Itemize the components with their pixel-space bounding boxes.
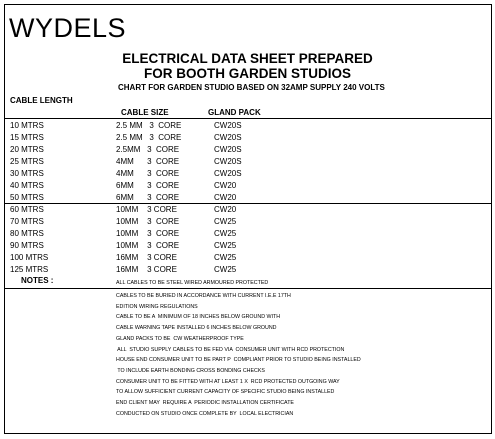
row-gland: CW20 (214, 181, 237, 190)
row-size: 16MM 3 CORE (116, 253, 177, 262)
note-line: ALL STUDIO SUPPLY CABLES TO BE FED VIA CONSUMER UNIT WITH RCD PROTECTION (116, 346, 345, 353)
sheet-title-line-1: ELECTRICAL DATA SHEET PREPARED (122, 51, 373, 66)
section-divider (4, 203, 492, 204)
note-line: EDITION WIRING REGULATIONS (116, 303, 198, 310)
row-size: 16MM 3 CORE (116, 265, 177, 274)
row-gland: CW25 (214, 253, 237, 262)
note-line: CABLE WARNING TAPE INSTALLED 6 INCHES BELOW GROUND (116, 325, 277, 332)
row-gland: CW25 (214, 229, 237, 238)
row-gland: CW20S (214, 133, 242, 142)
row-gland: CW25 (214, 217, 237, 226)
note-line: END CLIENT MAY REQUIRE A PERIODIC INSTALLATION CERTIFICATE (116, 400, 294, 406)
row-size: 4MM 3 CORE (116, 169, 180, 178)
row-gland: CW20S (214, 169, 242, 178)
row-gland: CW25 (214, 265, 237, 274)
row-size: 6MM 3 CORE (116, 181, 180, 190)
header-divider (4, 118, 492, 119)
sheet-subtitle: CHART FOR GARDEN STUDIO BASED ON 32AMP SUPPLY 240 VOLTS (118, 83, 385, 92)
row-size: 6MM 3 CORE (116, 193, 180, 202)
row-size: 2.5MM 3 CORE (116, 145, 180, 154)
row-size: 10MM 3 CORE (116, 205, 177, 214)
note-line: GLAND PACKS TO BE CW WEATHERPROOF TYPE (116, 335, 244, 342)
row-gland: CW25 (214, 241, 237, 250)
note-line: CONDUCTED ON STUDIO ONCE COMPLETE BY LOCAL ELECTRICIAN (116, 410, 294, 417)
row-length: 125 MTRS (10, 265, 49, 274)
row-size: 2.5 MM 3 CORE (116, 121, 182, 130)
note-line: CABLES TO BE BURIED IN ACCORDANCE WITH CURRENT I.E.E 17TH (116, 293, 291, 299)
row-length: 20 MTRS (10, 145, 44, 154)
row-size: 10MM 3 CORE (116, 217, 180, 226)
note-line: CABLE TO BE A MINIMUM OF 18 INCHES BELOW GROUND WITH (116, 314, 281, 321)
row-gland: CW20S (214, 157, 242, 166)
row-length: 90 MTRS (10, 241, 44, 250)
row-size: 4MM 3 CORE (116, 157, 180, 166)
notes-label: NOTES : (21, 276, 54, 285)
company-name: WYDELS (9, 13, 127, 43)
cable-length-header: CABLE LENGTH (10, 96, 73, 105)
row-length: 50 MTRS (10, 193, 44, 202)
row-length: 30 MTRS (10, 169, 44, 178)
row-gland: CW20 (214, 205, 237, 214)
row-length: 100 MTRS (10, 253, 49, 262)
row-length: 10 MTRS (10, 121, 44, 130)
row-length: 40 MTRS (10, 181, 44, 190)
row-size: 10MM 3 CORE (116, 241, 180, 250)
row-length: 70 MTRS (10, 217, 44, 226)
row-length: 15 MTRS (10, 133, 44, 142)
sheet-title-line-2: FOR BOOTH GARDEN STUDIOS (143, 66, 351, 81)
row-size: 10MM 3 CORE (116, 229, 180, 238)
row-gland: CW20S (214, 145, 242, 154)
row-gland: CW20 (214, 193, 237, 202)
row-length: 80 MTRS (10, 229, 44, 238)
cable-size-header: CABLE SIZE (121, 108, 169, 117)
note-line: ALL CABLES TO BE STEEL WIRED ARMOURED PROTECTED (116, 280, 269, 286)
note-line: CONSUMER UNIT TO BE FITTED WITH AT LEAST 1 X RCD PROTECTED OUTGOING WAY (116, 378, 340, 385)
notes-divider (4, 288, 492, 289)
row-length: 25 MTRS (10, 157, 44, 166)
row-size: 2.5 MM 3 CORE (116, 133, 182, 142)
note-line: HOUSE END CONSUMER UNIT TO BE PART P COMPLIANT PRIOR TO STUDIO BEING INSTALLED (116, 357, 361, 364)
note-line: TO INCLUDE EARTH BONDING CROSS BONDING CHECKS (116, 367, 265, 374)
note-line: TO ALLOW SUFFICIENT CURRENT CAPACITY OF SPECIFIC STUDIO BEING INSTALLED (116, 389, 335, 396)
row-gland: CW20S (214, 121, 242, 130)
row-length: 60 MTRS (10, 205, 44, 214)
gland-pack-header: GLAND PACK (208, 108, 261, 117)
